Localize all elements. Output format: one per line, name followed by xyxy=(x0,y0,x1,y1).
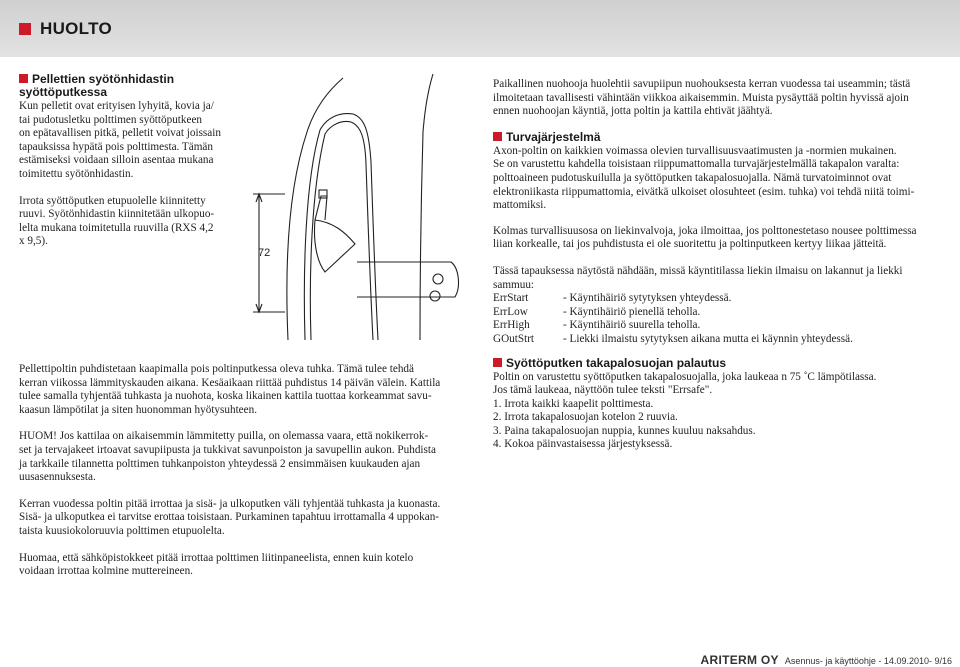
section-marker-icon xyxy=(19,23,31,35)
error-code-row xyxy=(493,333,953,347)
remove-line: lelta mukana toimitetulla ruuvilla (RXS 4,2 xyxy=(19,221,214,234)
sweep-line: ilmoitetaan tavallisesti vähintään viikkoa aikaisemmin. Muista pysäyttää poltin hyvissä ajoin xyxy=(493,91,909,104)
error-code-row xyxy=(493,292,953,306)
section-marker-icon xyxy=(493,132,502,141)
display-line: sammuu: xyxy=(493,278,535,291)
error-code: ErrLow xyxy=(493,305,528,318)
reset-step: 1. Irrota kaikki kaapelit polttimesta. xyxy=(493,397,654,410)
warning-line: uusasennuksesta. xyxy=(19,471,96,484)
right-column xyxy=(493,78,953,452)
page-footer xyxy=(701,653,952,667)
error-code-desc: - Käyntihäiriö pienellä teholla. xyxy=(563,305,701,318)
remove-line: ruuvi. Syötönhidastin kiinnitetään ulkopuo- xyxy=(19,208,215,221)
reset-steps xyxy=(493,398,953,452)
page-title: HUOLTO xyxy=(40,19,112,38)
intro-line: on epätavallisen pitkä, pelletit voivat joissain xyxy=(19,127,221,140)
intro-line: tai pudotusletku polttimen syöttöputkeen xyxy=(19,113,203,126)
feed-retarder-section xyxy=(19,73,239,249)
feed-retarder-figure xyxy=(245,72,475,347)
yearly-cleaning-line: taista kuusiokoloruuvia polttimen etupuolelta. xyxy=(19,524,225,537)
error-code: GOutStrt xyxy=(493,332,535,345)
error-code-row xyxy=(493,306,953,320)
intro-line: Kun pelletit ovat erityisen lyhyitä, kovia ja/ xyxy=(19,100,214,112)
intro-line: toimitettu syötönhidastin. xyxy=(19,167,134,180)
safety-line: polttoaineen pudotuskuilulla ja syöttöputken takapalosuojalla. Nämä turvatoiminnot ovat xyxy=(493,171,892,184)
plug-note-line: voidaan irrottaa kolmine muttereineen. xyxy=(19,565,193,578)
footer-text: Asennus- ja käyttöohje - 14.09.2010- 9/16 xyxy=(784,656,952,666)
dimension-label: 72 xyxy=(258,247,271,259)
bolt-hole xyxy=(433,274,443,284)
flame-line: Kolmas turvallisuusosa on liekinvalvoja, joka ilmoittaa, jos polttonestetaso nousee polttimessa xyxy=(493,224,917,237)
error-code-desc: - Liekki ilmaistu sytytyksen aikana mutta ei käynnin yhteydessä. xyxy=(563,332,853,345)
cleaning-line: tulee samalla tyhjentää tuhkasta ja nuohota, koska likainen kattila tuottaa korkeammat savu- xyxy=(19,390,432,403)
warning-line: ja tarkkaile tilannetta polttimen tuhkanpoiston yhteydessä 2 ensimmäisen kuukauden ajan xyxy=(19,457,421,470)
warning-line: set ja tervajakeet irtoavat savupiipusta ja tukkivat savunpoiston ja savupellin aukon. Puhdista xyxy=(19,443,436,456)
cleaning-section xyxy=(19,363,479,579)
safety-line: elektroniikasta riippumattomia, eivätkä ulkoiset olosuhteet (esim. tuhka) voi tehdä niitä toimi- xyxy=(493,185,915,198)
feed-retarder-heading-text: Pellettien syötönhidastin syöttöputkessa xyxy=(19,72,175,99)
reset-line: Poltin on varustettu syöttöputken takapalosuojalla, joka laukeaa n 75 ˚C lämpötilassa. xyxy=(493,370,877,383)
yearly-cleaning-line: Kerran vuodessa poltin pitää irrottaa ja sisä- ja ulkoputken väli tyhjentää tuhkasta ja kuonasta. xyxy=(19,497,441,510)
tube-outline xyxy=(287,78,343,340)
section-marker-icon xyxy=(19,74,28,83)
reset-heading-text: Syöttöputken takapalosuojan palautus xyxy=(506,355,727,370)
error-code-desc: - Käyntihäiriö sytytyksen yhteydessä. xyxy=(563,292,732,305)
error-code-row xyxy=(493,319,953,333)
cleaning-line: kaasun lämpötilat ja siten huonomman hyötysuhteen. xyxy=(19,403,258,416)
reset-line: Jos tämä laukeaa, näyttöön tulee teksti "Errsafe". xyxy=(493,384,713,397)
reset-heading xyxy=(493,357,953,370)
reset-step: 2. Irrota takapalosuojan kotelon 2 ruuvia. xyxy=(493,411,678,424)
feed-retarder-heading xyxy=(19,73,239,99)
safety-heading-text: Turvajärjestelmä xyxy=(506,129,601,144)
intro-line: tapauksissa hypätä pois polttimesta. Tämän xyxy=(19,140,213,153)
remove-line: x 9,5). xyxy=(19,235,48,248)
flame-line: liian korkealle, tai jos puhdistusta ei ole suoritettu ja poltinputkeen kertyy liikaa jätteitä. xyxy=(493,238,887,251)
cleaning-line: Pellettipoltin puhdistetaan kaapimalla pois poltinputkessa oleva tuhka. Tämä tulee tehdä xyxy=(19,363,414,375)
error-code-list xyxy=(493,292,953,346)
safety-heading xyxy=(493,131,953,144)
page-header xyxy=(0,0,960,57)
sweep-line: Paikallinen nuohooja huolehtii savupiipun nuohouksesta kerran vuodessa tai useammin; tästä xyxy=(493,78,911,90)
safety-line: mattomiksi. xyxy=(493,199,547,212)
section-marker-icon xyxy=(493,358,502,367)
footer-brand: ARITERM OY xyxy=(700,653,779,667)
remove-line: Irrota syöttöputken etupuolelle kiinnitetty xyxy=(19,194,206,207)
safety-line: Se on varustettu kahdella toisistaan riippumattomalla turvajärjestelmällä takapalon varalta: xyxy=(493,158,900,171)
reset-step: 3. Paina takapalosuojan nuppia, kunnes kuuluu naksahdus. xyxy=(493,424,756,437)
bolt-hole xyxy=(430,291,440,301)
sweep-line: ennen nuohoojan käyntiä, jotta poltin ja kattila ehtivät jäähtyä. xyxy=(493,105,773,118)
error-code: ErrStart xyxy=(493,292,529,305)
warning-line: HUOM! Jos kattilaa on aikaisemmin lämmitetty puilla, on olemassa vaara, että nokikerrok- xyxy=(19,430,429,443)
safety-line: Axon-poltin on kaikkien voimassa olevien turvallisuusvaatimusten ja -normien mukainen. xyxy=(493,144,897,157)
error-code-desc: - Käyntihäiriö suurella teholla. xyxy=(563,319,701,332)
reset-step: 4. Kokoa päinvastaisessa järjestyksessä. xyxy=(493,438,673,451)
plug-note-line: Huomaa, että sähköpistokkeet pitää irrottaa polttimen liitinpaneelista, ennen kuin kotelo xyxy=(19,551,414,564)
intro-line: estämiseksi voidaan silloin asentaa mukana xyxy=(19,154,214,167)
tube-outline xyxy=(420,74,433,340)
yearly-cleaning-line: Sisä- ja ulkoputkea ei tarvitse erottaa toisistaan. Purkaminen tapahtuu irrottamalla 4 uppokan- xyxy=(19,511,440,524)
error-code: ErrHigh xyxy=(493,319,530,332)
display-line: Tässä tapauksessa näytöstä nähdään, missä käyntitilassa liekin ilmaisu on lakannut ja liekki xyxy=(493,264,903,277)
cleaning-line: kerran viikossa lämmityskauden aikana. Kesäaikaan riittää puhdistus 14 päivän välein. Kattila xyxy=(19,376,441,389)
